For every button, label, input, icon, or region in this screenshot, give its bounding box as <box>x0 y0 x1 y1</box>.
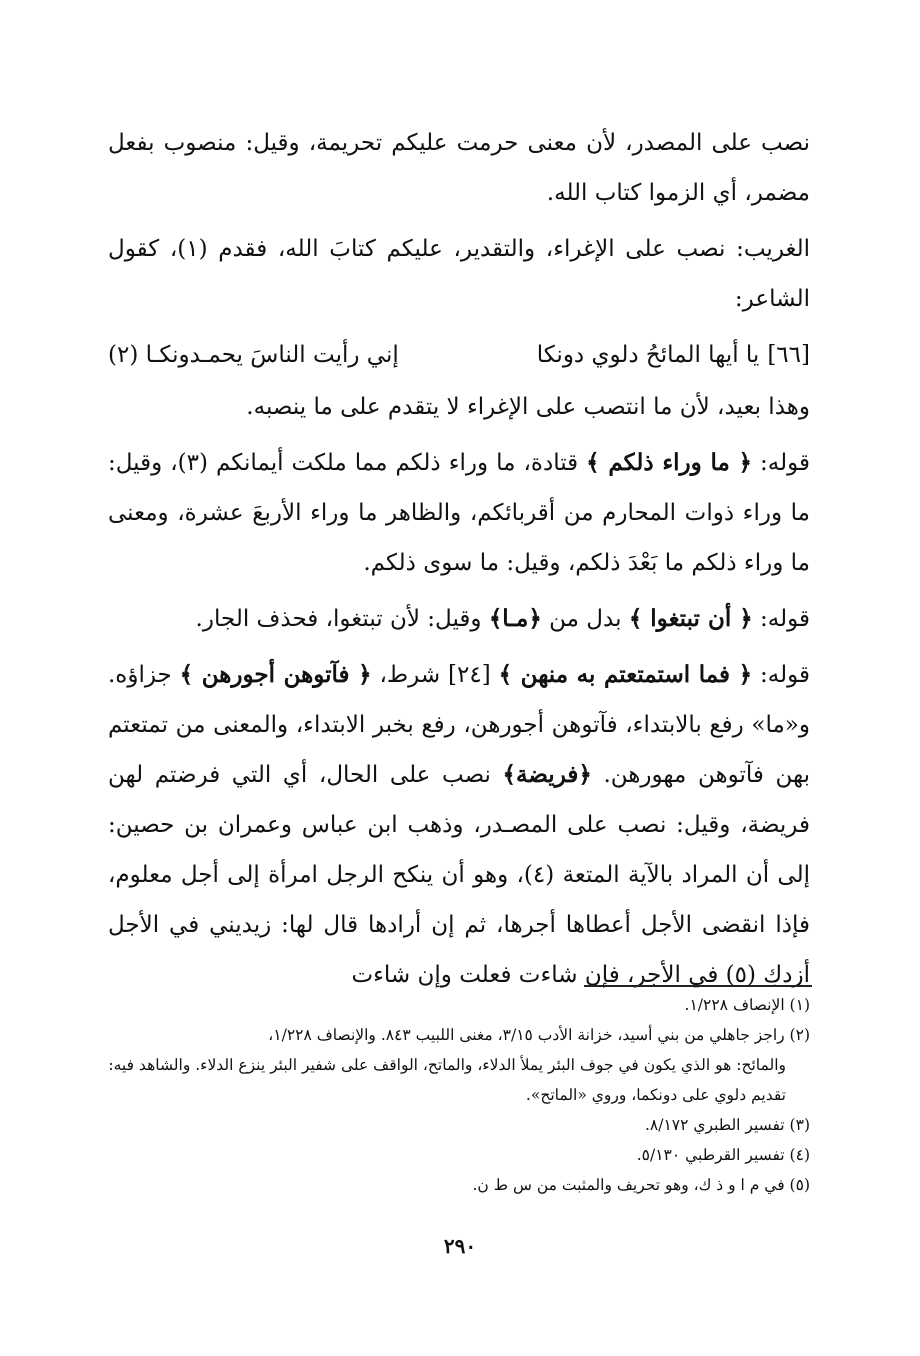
poetry-verse <box>108 330 810 380</box>
paragraph-4-text: قتادة، ما وراء ذلكم مما ملكت أيمانكم (٣)، وقيل: ما وراء ذوات المحارم من أقربائكم، والظاهر ما وراء الأربعَ عشرة، ومعنى ما وراء ذلكم ما بَعْدَ ذلكم، وقيل: ما سوى ذلكم. <box>108 450 810 576</box>
main-text <box>108 118 810 1004</box>
paragraph-5-mid: بدل من <box>541 606 629 632</box>
footnote-4: (٤) تفسير القرطبي ٥/١٣٠. <box>636 1146 810 1164</box>
footnote-5: (٥) في م ا و ذ ك، وهو تحريف والمثبت من س ط ن. <box>472 1176 810 1194</box>
paragraph-6-mid: [٢٤] شرط، <box>371 662 499 688</box>
paragraph-5 <box>108 594 810 644</box>
quran-quote: ﴿فريضة﴾ <box>502 761 592 788</box>
footnote-2-continuation: والمائح: هو الذي يكون في جوف البئر يملأ الدلاء، والماتح، الواقف على شفير البئر ينزع الدلاء. والشاهد فيه: تقديم دلوي على دونكما، وروي «الماتح». <box>108 1056 786 1104</box>
paragraph-4 <box>108 438 810 588</box>
quran-quote: ﴿ ما وراء ذلكم ﴾ <box>586 449 753 476</box>
paragraph-1: نصب على المصدر، لأن معنى حرمت عليكم تحريمة، وقيل: منصوب بفعل مضمر، أي الزموا كتاب الله. <box>108 130 810 206</box>
paragraph-4-lead: قوله: <box>752 450 811 476</box>
paragraph-6-lead: قوله: <box>752 662 810 688</box>
quran-quote: ﴿ فما استمتعتم به منهن ﴾ <box>498 661 753 688</box>
paragraph-5-lead: قوله: <box>752 606 810 632</box>
paragraph-3: وهذا بعيد، لأن ما انتصب على الإغراء لا يتقدم على ما ينصبه. <box>246 394 810 420</box>
verse-number: [٦٦] <box>767 342 810 368</box>
footnote-2: (٢) راجز جاهلي من بني أسيد، خزانة الأدب ٣/١٥، مغنى اللبيب ٨٤٣. والإنصاف ١/٢٢٨، <box>268 1026 810 1044</box>
footnote-1: (١) الإنصاف ١/٢٢٨. <box>684 996 810 1014</box>
page-number: ٢٩٠ <box>443 1234 477 1258</box>
quran-quote: ﴿ أن تبتغوا ﴾ <box>628 605 753 632</box>
footnote-3: (٣) تفسير الطبري ٨/١٧٢. <box>644 1116 810 1134</box>
paragraph-5-text: وقيل: لأن تبتغوا، فحذف الجار. <box>195 606 489 632</box>
paragraph-2: الغريب: نصب على الإغراء، والتقدير، عليكم كتابَ الله، فقدم (١)، كقول الشاعر: <box>108 236 811 312</box>
paragraph-6-text-2: نصب على الحال، أي التي فرضتم لهن فريضة، وقيل: نصب على المصـدر، وذهب ابن عباس وعمران بن حصين: إلى أن المراد بالآية المتعة (٤)، وهو أن ينكح الرجل امرأة إلى أجل معلوم، فإذا انقضى الأجل أعطاها أجرها، ثم إن أرادها قال لها: زيديني في الأجل أزدكِ (٥) في الأجر، فإن شاءت فعلت وإن شاءت <box>108 762 810 988</box>
paragraph-6 <box>108 650 810 1000</box>
verse-hemistich-2: إني رأيت الناسَ يحمـدونكـا (٢) <box>108 342 399 368</box>
paragraph-6-text-1: جزاؤه. و«ما» رفع بالابتداء، فآتوهن أجورهن، رفع بخبر الابتداء، والمعنى من تمتعتم بهن فآتوهن مهورهن. <box>108 662 810 788</box>
footnotes <box>108 990 810 1200</box>
quran-quote: ﴿مـا﴾ <box>488 605 542 632</box>
footnote-divider <box>584 985 812 987</box>
verse-hemistich-1: يا أيها المائحُ دلوي دونكا <box>536 342 760 368</box>
quran-quote: ﴿ فآتوهن أجورهن ﴾ <box>179 661 372 688</box>
